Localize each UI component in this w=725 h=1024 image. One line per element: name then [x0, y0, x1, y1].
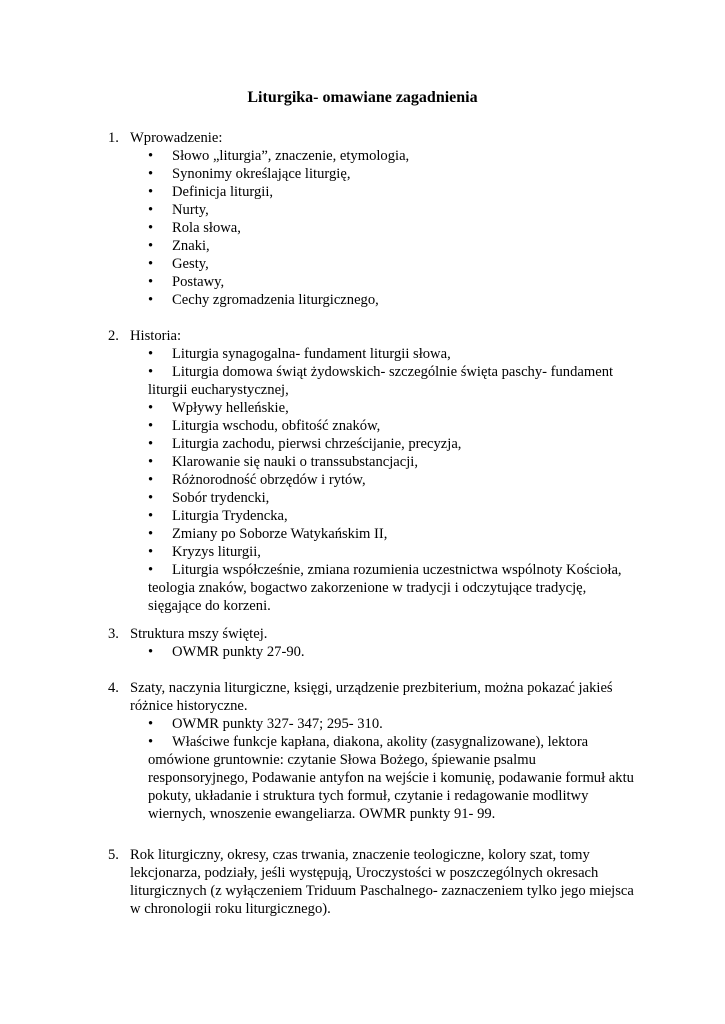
bullet-icon: •	[148, 346, 154, 362]
section-heading-line: Rok liturgiczny, okresy, czas trwania, znaczenie teologiczne, kolory szat, tomy	[130, 847, 590, 863]
list-item-text-line: Wpływy helleńskie,	[172, 400, 289, 416]
list-item-text-line: Liturgia Trydencka,	[172, 508, 288, 524]
section-heading-line: różnice historyczne.	[130, 698, 248, 714]
bullet-icon: •	[148, 490, 154, 506]
list-item-text-line: sięgające do korzeni.	[148, 598, 271, 614]
list-item-text-line: Liturgia współcześnie, zmiana rozumienia uczestnictwa wspólnoty Kościoła,	[172, 562, 622, 578]
section-number: 1.	[108, 130, 119, 146]
section-number: 4.	[108, 680, 119, 696]
list-item-text-line: Klarowanie się nauki o transsubstancjacji,	[172, 454, 418, 470]
list-item-text-line: Gesty,	[172, 256, 209, 272]
section-heading-line: w chronologii roku liturgicznego).	[130, 901, 331, 917]
list-item-text-line: OWMR punkty 327- 347; 295- 310.	[172, 716, 383, 732]
section-number: 5.	[108, 847, 119, 863]
page-title: Liturgika- omawiane zagadnienia	[247, 89, 478, 106]
bullet-icon: •	[148, 508, 154, 524]
section-number: 2.	[108, 328, 119, 344]
list-item-text-line: Liturgia domowa świąt żydowskich- szczególnie święta paschy- fundament	[172, 364, 614, 380]
list-item-text-line: Liturgia wschodu, obfitość znaków,	[172, 418, 381, 434]
section-number: 3.	[108, 626, 119, 642]
list-item-text-line: Postawy,	[172, 274, 225, 290]
bullet-icon: •	[148, 202, 154, 218]
list-item-text-line: liturgii eucharystycznej,	[148, 382, 289, 398]
list-item-text-line: Różnorodność obrzędów i rytów,	[172, 472, 366, 488]
list-item-text-line: Liturgia zachodu, pierwsi chrześcijanie, precyzja,	[172, 436, 462, 452]
bullet-icon: •	[148, 274, 154, 290]
section-heading-line: liturgicznych (z wyłączeniem Triduum Paschalnego- zaznaczeniem tylko jego miejsca	[130, 883, 634, 899]
list-item-text-line: omówione gruntownie: czytanie Słowa Bożego, śpiewanie psalmu	[148, 752, 536, 768]
bullet-icon: •	[148, 184, 154, 200]
bullet-icon: •	[148, 220, 154, 236]
bullet-icon: •	[148, 734, 154, 750]
section-heading-line: Wprowadzenie:	[130, 130, 223, 146]
bullet-icon: •	[148, 716, 154, 732]
section-heading-line: Szaty, naczynia liturgiczne, księgi, urządzenie prezbiterium, można pokazać jakieś	[130, 680, 613, 696]
bullet-icon: •	[148, 454, 154, 470]
list-item-text-line: Nurty,	[172, 202, 209, 218]
list-item-text-line: Właściwe funkcje kapłana, diakona, akolity (zasygnalizowane), lektora	[172, 734, 589, 750]
bullet-icon: •	[148, 644, 154, 660]
bullet-icon: •	[148, 256, 154, 272]
section-heading-line: lekcjonarza, podziały, jeśli występują, Uroczystości w poszczególnych okresach	[130, 865, 599, 881]
list-item-text-line: Cechy zgromadzenia liturgicznego,	[172, 292, 379, 308]
bullet-icon: •	[148, 436, 154, 452]
bullet-icon: •	[148, 400, 154, 416]
bullet-icon: •	[148, 292, 154, 308]
bullet-icon: •	[148, 364, 154, 380]
list-item-text-line: Znaki,	[172, 238, 210, 254]
list-item-text-line: Słowo „liturgia”, znaczenie, etymologia,	[172, 148, 410, 164]
section-heading-line: Struktura mszy świętej.	[130, 626, 268, 642]
bullet-icon: •	[148, 166, 154, 182]
bullet-icon: •	[148, 472, 154, 488]
bullet-icon: •	[148, 238, 154, 254]
bullet-icon: •	[148, 526, 154, 542]
list-item-text-line: wiernych, wnoszenie ewangeliarza. OWMR punkty 91- 99.	[148, 806, 496, 822]
list-item-text-line: Definicja liturgii,	[172, 184, 274, 200]
list-item-text-line: Rola słowa,	[172, 220, 241, 236]
list-item-text-line: OWMR punkty 27-90.	[172, 644, 305, 660]
list-item-text-line: Liturgia synagogalna- fundament liturgii słowa,	[172, 346, 451, 362]
bullet-icon: •	[148, 148, 154, 164]
list-item-text-line: responsoryjnego, Podawanie antyfon na wejście i komunię, podawanie formuł aktu	[148, 770, 634, 786]
list-item-text-line: teologia znaków, bogactwo zakorzenione w tradycji i odczytujące tradycję,	[148, 580, 587, 596]
bullet-icon: •	[148, 544, 154, 560]
bullet-icon: •	[148, 418, 154, 434]
list-item-text-line: pokuty, układanie i struktura tych formuł, czytanie i redagowanie modlitwy	[148, 788, 589, 804]
list-item-text-line: Zmiany po Soborze Watykańskim II,	[172, 526, 388, 542]
section-heading-line: Historia:	[130, 328, 182, 344]
bullet-icon: •	[148, 562, 154, 578]
list-item-text-line: Synonimy określające liturgię,	[172, 166, 351, 182]
list-item-text-line: Sobór trydencki,	[172, 490, 270, 506]
list-item-text-line: Kryzys liturgii,	[172, 544, 261, 560]
